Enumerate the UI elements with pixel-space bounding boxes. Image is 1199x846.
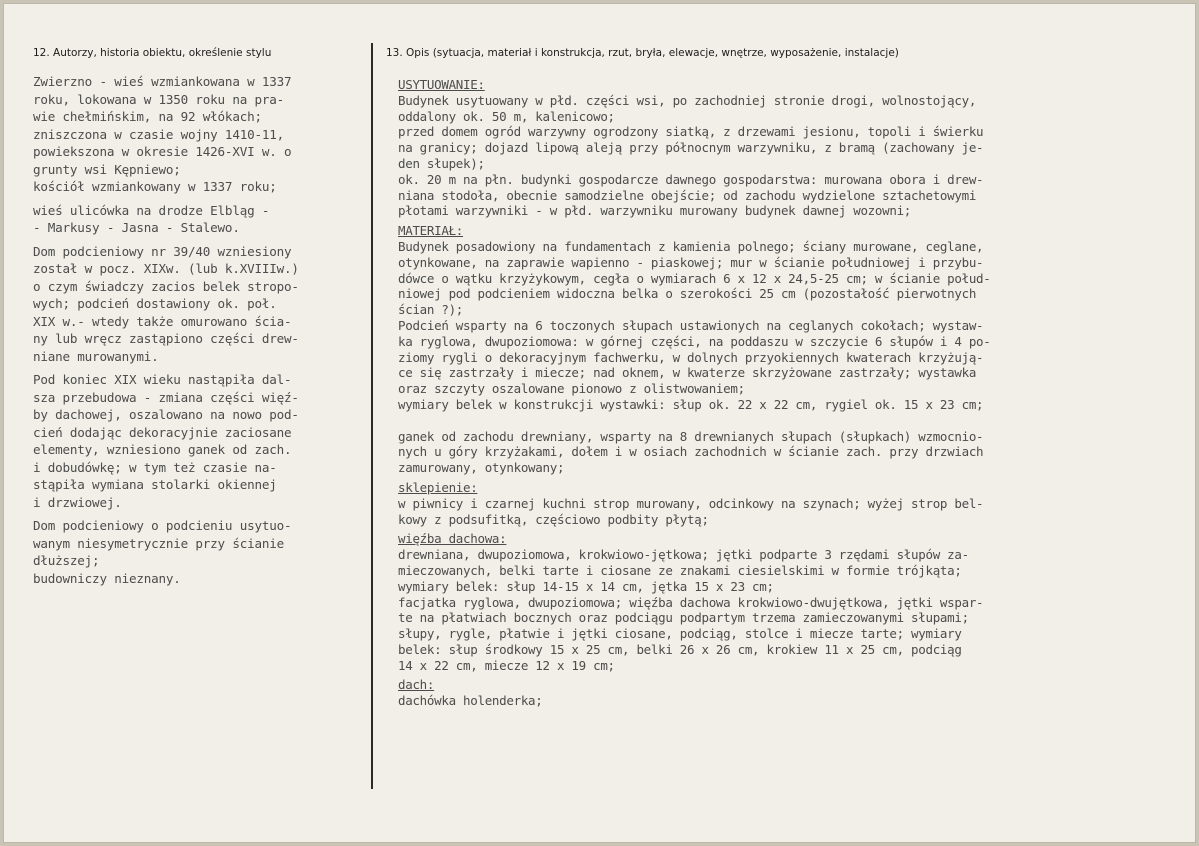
text-line: otynkowane, na zaprawie wapienno - piaskowej; mur w ścianie południowej i przybu- — [398, 254, 984, 270]
text-line: ce się zastrzały i miecze; nad oknem, w kwaterze skrzyżowane zastrzały; wystawka — [398, 365, 977, 381]
text-line: by dachowej, oszalowano na nowo pod- — [33, 407, 299, 422]
text-line: niane murowanymi. — [33, 348, 159, 364]
text-line: ny lub wręcz zastąpiono części drew- — [33, 331, 299, 346]
text-line: niowej pod podcieniem widoczna belka o szerokości 25 cm (pozostałość pierwotnych — [398, 286, 977, 302]
text-line: belek: słup środkowy 15 x 25 cm, belki 26 x 26 cm, krokiew 11 x 25 cm, podciąg — [398, 641, 962, 657]
section-heading — [398, 480, 1188, 496]
text-line: wymiary belek: słup 14-15 x 14 cm, jętka 15 x 23 cm; — [398, 578, 774, 594]
text-line: ok. 20 m na płn. budynki gospodarcze dawnego gospodarstwa: murowana obora i drew- — [398, 171, 984, 187]
text-line: Budynek posadowiony na fundamentach z kamienia polnego; ściany murowane, ceglane, — [398, 238, 984, 254]
section-heading-text: MATERIAŁ: — [398, 223, 464, 239]
description-section — [398, 677, 1188, 709]
text-line: den słupek); — [398, 155, 485, 171]
section-heading — [398, 531, 1188, 547]
text-line: stąpiła wymiana stolarki okiennej — [33, 477, 277, 492]
history-paragraph — [33, 202, 369, 237]
section-12-header: 12. Autorzy, historia obiektu, określenie stylu — [33, 47, 272, 59]
text-line: dachówka holenderka; — [398, 693, 543, 709]
text-line: dówce o wątku krzyżykowym, cegła o wymiarach 6 x 12 x 24,5-25 cm; w ścianie połud- — [398, 270, 991, 286]
text-line: mieczowanych, belki tarte i ciosane ze znakami ciesielskimi w formie trójkąta; — [398, 562, 962, 578]
text-line: wymiary belek w konstrukcji wystawki: słup ok. 22 x 22 cm, rygiel ok. 15 x 23 cm; — [398, 396, 984, 412]
text-line: sza przebudowa - zmiana części więź- — [33, 389, 299, 405]
text-line: wie chełmińskim, na 92 włókach; — [33, 109, 262, 124]
text-line: Podcień wsparty na 6 toczonych słupach ustawionych na ceglanych cokołach; wystaw- — [398, 317, 984, 333]
text-line: cień dodając dekoracyjnie zaciosane — [33, 424, 292, 440]
section-heading — [398, 77, 1188, 93]
text-line: ganek od zachodu drewniany, wsparty na 8 drewnianych słupach (słupkach) wzmocnio- — [398, 428, 984, 444]
text-line: zamurowany, otynkowany; — [398, 460, 565, 476]
text-line: kościół wzmiankowany w 1337 roku; — [33, 179, 277, 194]
text-line: Pod koniec XIX wieku nastąpiła dal- — [33, 372, 292, 387]
description-column — [398, 77, 1188, 713]
text-line: dłuższej; — [33, 553, 100, 568]
text-line: o czym świadczy zacios belek stropo- — [33, 278, 299, 294]
section-heading-text: USYTUOWANIE: — [398, 77, 485, 92]
text-line: słupy, rygle, płatwie i jętki ciosane, podciąg, stolce i miecze tarte; wymiary — [398, 626, 962, 642]
text-line: płotami warzywniki - w płd. warzywniku murowany budynek dawnej wozowni; — [398, 203, 912, 219]
text-line: wieś ulicówka na drodze Elbląg - — [33, 202, 270, 218]
text-line: facjatka ryglowa, dwupoziomowa; więźba dachowa krokwiowo-dwujętkowa, jętki wspar- — [398, 594, 984, 610]
section-13-header: 13. Opis (sytuacja, materiał i konstrukcja, rzut, bryła, elewacje, wnętrze, wyposażenie, instalacje) — [386, 47, 899, 59]
text-line: oddalony ok. 50 m, kalenicowo; — [398, 108, 615, 124]
text-line: grunty wsi Kępniewo; — [33, 161, 181, 177]
history-paragraph — [33, 73, 369, 196]
text-line: i drzwiowej. — [33, 494, 122, 510]
text-line: nych u góry krzyżakami, dołem i w osiach zachodnich w ścianie zach. przy drzwiach — [398, 444, 984, 460]
text-line: 14 x 22 cm, miecze 12 x 19 cm; — [398, 657, 615, 673]
text-line: ka ryglowa, dwupoziomowa: w górnej części, na poddaszu w szczycie 6 słupów i 4 po- — [398, 333, 991, 349]
text-line: w piwnicy i czarnej kuchni strop murowany, odcinkowy na szynach; wyżej strop bel- — [398, 495, 984, 511]
text-line: Dom podcieniowy nr 39/40 wzniesiony — [33, 243, 292, 259]
text-line: roku, lokowana w 1350 roku na pra- — [33, 91, 284, 107]
text-line: wych; podcień dostawiony ok. poł. — [33, 296, 277, 311]
text-line: wanym niesymetrycznie przy ścianie — [33, 535, 284, 551]
text-line: te na płatwiach bocznych oraz podciągu podpartym trzema zamieczowanymi słupami; — [398, 610, 969, 626]
text-line: ziomy rygli o dekoracyjnym fachwerku, w dolnych przyokiennych kwaterach krzyżują- — [398, 349, 984, 365]
text-line: przed domem ogród warzywny ogrodzony siatką, z drzewami jesionu, topoli i świerku — [398, 124, 984, 140]
history-paragraph — [33, 243, 369, 366]
section-heading — [398, 223, 1188, 239]
text-line: XIX w.- wtedy także omurowano ścia- — [33, 313, 292, 329]
text-line: Zwierzno - wieś wzmiankowana w 1337 — [33, 74, 292, 89]
description-section — [398, 480, 1188, 527]
text-line: został w pocz. XIXw. (lub k.XVIIIw.) — [33, 261, 299, 276]
section-heading-text: sklepienie: — [398, 479, 478, 495]
description-section — [398, 531, 1188, 673]
text-line: powiekszona w okresie 1426-XVI w. o — [33, 144, 292, 159]
text-line: kowy z podsufitką, częściowo podbity płytą; — [398, 511, 709, 527]
text-line: Budynek usytuowany w płd. części wsi, po zachodniej stronie drogi, wolnostojący, — [398, 92, 977, 108]
history-paragraph — [33, 517, 369, 587]
text-line: - Markusy - Jasna - Stalewo. — [33, 220, 240, 235]
text-line: zniszczona w czasie wojny 1410-11, — [33, 126, 284, 142]
history-paragraph — [33, 371, 369, 511]
section-heading — [398, 677, 1188, 693]
text-line: elementy, wzniesiono ganek od zach. — [33, 442, 292, 457]
text-line: drewniana, dwupoziomowa, krokwiowo-jętkowa; jętki podparte 3 rzędami słupów za- — [398, 547, 969, 563]
text-line: i dobudówkę; w tym też czasie na- — [33, 459, 277, 475]
text-line: budowniczy nieznany. — [33, 570, 181, 586]
text-line: ścian ?); — [398, 302, 464, 318]
section-heading-text: dach: — [398, 677, 435, 693]
description-section — [398, 77, 1188, 219]
document-sheet — [3, 3, 1196, 843]
text-line: na granicy; dojazd lipową aleją przy północnym warzywniku, z bramą (zachowany je- — [398, 140, 984, 156]
column-divider — [371, 43, 373, 789]
text-line: oraz szczyty oszalowane pionowo z olistwowaniem; — [398, 381, 745, 397]
text-line: Dom podcieniowy o podcieniu usytuo- — [33, 518, 292, 533]
text-line: niana stodoła, obecnie samodzielne obejście; od zachodu wydzielone sztachetowymi — [398, 187, 977, 203]
section-heading-text: więźba dachowa: — [398, 531, 507, 547]
text-line — [398, 413, 1188, 429]
history-column — [33, 73, 369, 593]
description-section — [398, 223, 1188, 476]
